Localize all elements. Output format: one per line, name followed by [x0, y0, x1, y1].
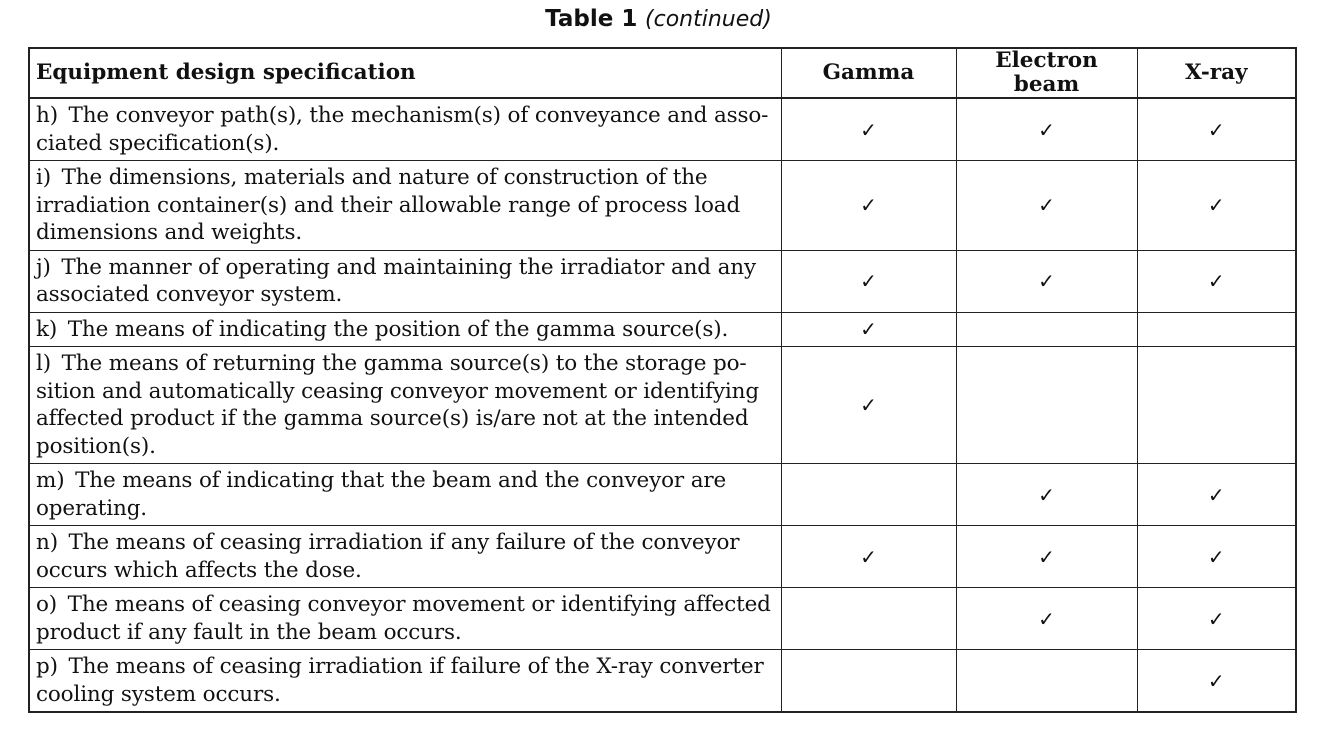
table-row [29, 588, 1296, 650]
table-caption [0, 2, 1317, 36]
electron-beam-check-cell: ✓ [956, 588, 1137, 650]
electron-beam-check-cell [956, 312, 1137, 347]
electron-beam-check-cell: ✓ [956, 464, 1137, 526]
table-row [29, 347, 1296, 464]
gamma-check-cell: ✓ [781, 347, 956, 464]
electron-beam-check-cell: ✓ [956, 161, 1137, 251]
gamma-check-cell [781, 464, 956, 526]
header-xray: X-ray [1137, 48, 1296, 98]
electron-beam-check-cell: ✓ [956, 526, 1137, 588]
electron-beam-check-cell [956, 347, 1137, 464]
gamma-check-cell: ✓ [781, 161, 956, 251]
spec-cell: p) The means of ceasing irradiation if failure of the X-ray converter cooling system occurs. [29, 650, 781, 713]
spec-cell: l) The means of returning the gamma source(s) to the storage po-sition and automatically ceasing conveyor movement or identifying affected product if the gamma source(s) is/are not at the intended position(s). [29, 347, 781, 464]
table-row [29, 312, 1296, 347]
spec-cell: j) The manner of operating and maintaining the irradiator and any associated conveyor system. [29, 250, 781, 312]
header-gamma: Gamma [781, 48, 956, 98]
xray-check-cell [1137, 312, 1296, 347]
xray-check-cell: ✓ [1137, 464, 1296, 526]
spec-cell: o) The means of ceasing conveyor movement or identifying affected product if any fault in the beam occurs. [29, 588, 781, 650]
header-electron-beam: Electron beam [956, 48, 1137, 98]
table-row [29, 650, 1296, 713]
xray-check-cell: ✓ [1137, 98, 1296, 161]
table-caption-label: Table 1 [545, 6, 638, 32]
gamma-check-cell: ✓ [781, 250, 956, 312]
gamma-check-cell [781, 588, 956, 650]
xray-check-cell: ✓ [1137, 526, 1296, 588]
table-row [29, 161, 1296, 251]
spec-cell: k) The means of indicating the position of the gamma source(s). [29, 312, 781, 347]
gamma-check-cell: ✓ [781, 98, 956, 161]
electron-beam-check-cell: ✓ [956, 98, 1137, 161]
header-equipment-design-specification: Equipment design specification [29, 48, 781, 98]
xray-check-cell [1137, 347, 1296, 464]
table-row [29, 526, 1296, 588]
xray-check-cell: ✓ [1137, 161, 1296, 251]
table-caption-suffix: (continued) [645, 7, 772, 32]
equipment-spec-table [28, 47, 1297, 713]
spec-cell: i) The dimensions, materials and nature of construction of the irradiation container(s) and their allowable range of process load dimensions and weights. [29, 161, 781, 251]
spec-cell: h) The conveyor path(s), the mechanism(s) of conveyance and asso-ciated specification(s). [29, 98, 781, 161]
xray-check-cell: ✓ [1137, 250, 1296, 312]
gamma-check-cell: ✓ [781, 526, 956, 588]
table-header-row [29, 48, 1296, 98]
gamma-check-cell [781, 650, 956, 713]
gamma-check-cell: ✓ [781, 312, 956, 347]
spec-cell: n) The means of ceasing irradiation if any failure of the conveyor occurs which affects the dose. [29, 526, 781, 588]
table-row [29, 464, 1296, 526]
table-row [29, 250, 1296, 312]
electron-beam-check-cell [956, 650, 1137, 713]
xray-check-cell: ✓ [1137, 588, 1296, 650]
xray-check-cell: ✓ [1137, 650, 1296, 713]
spec-cell: m) The means of indicating that the beam and the conveyor are operating. [29, 464, 781, 526]
table-row [29, 98, 1296, 161]
electron-beam-check-cell: ✓ [956, 250, 1137, 312]
